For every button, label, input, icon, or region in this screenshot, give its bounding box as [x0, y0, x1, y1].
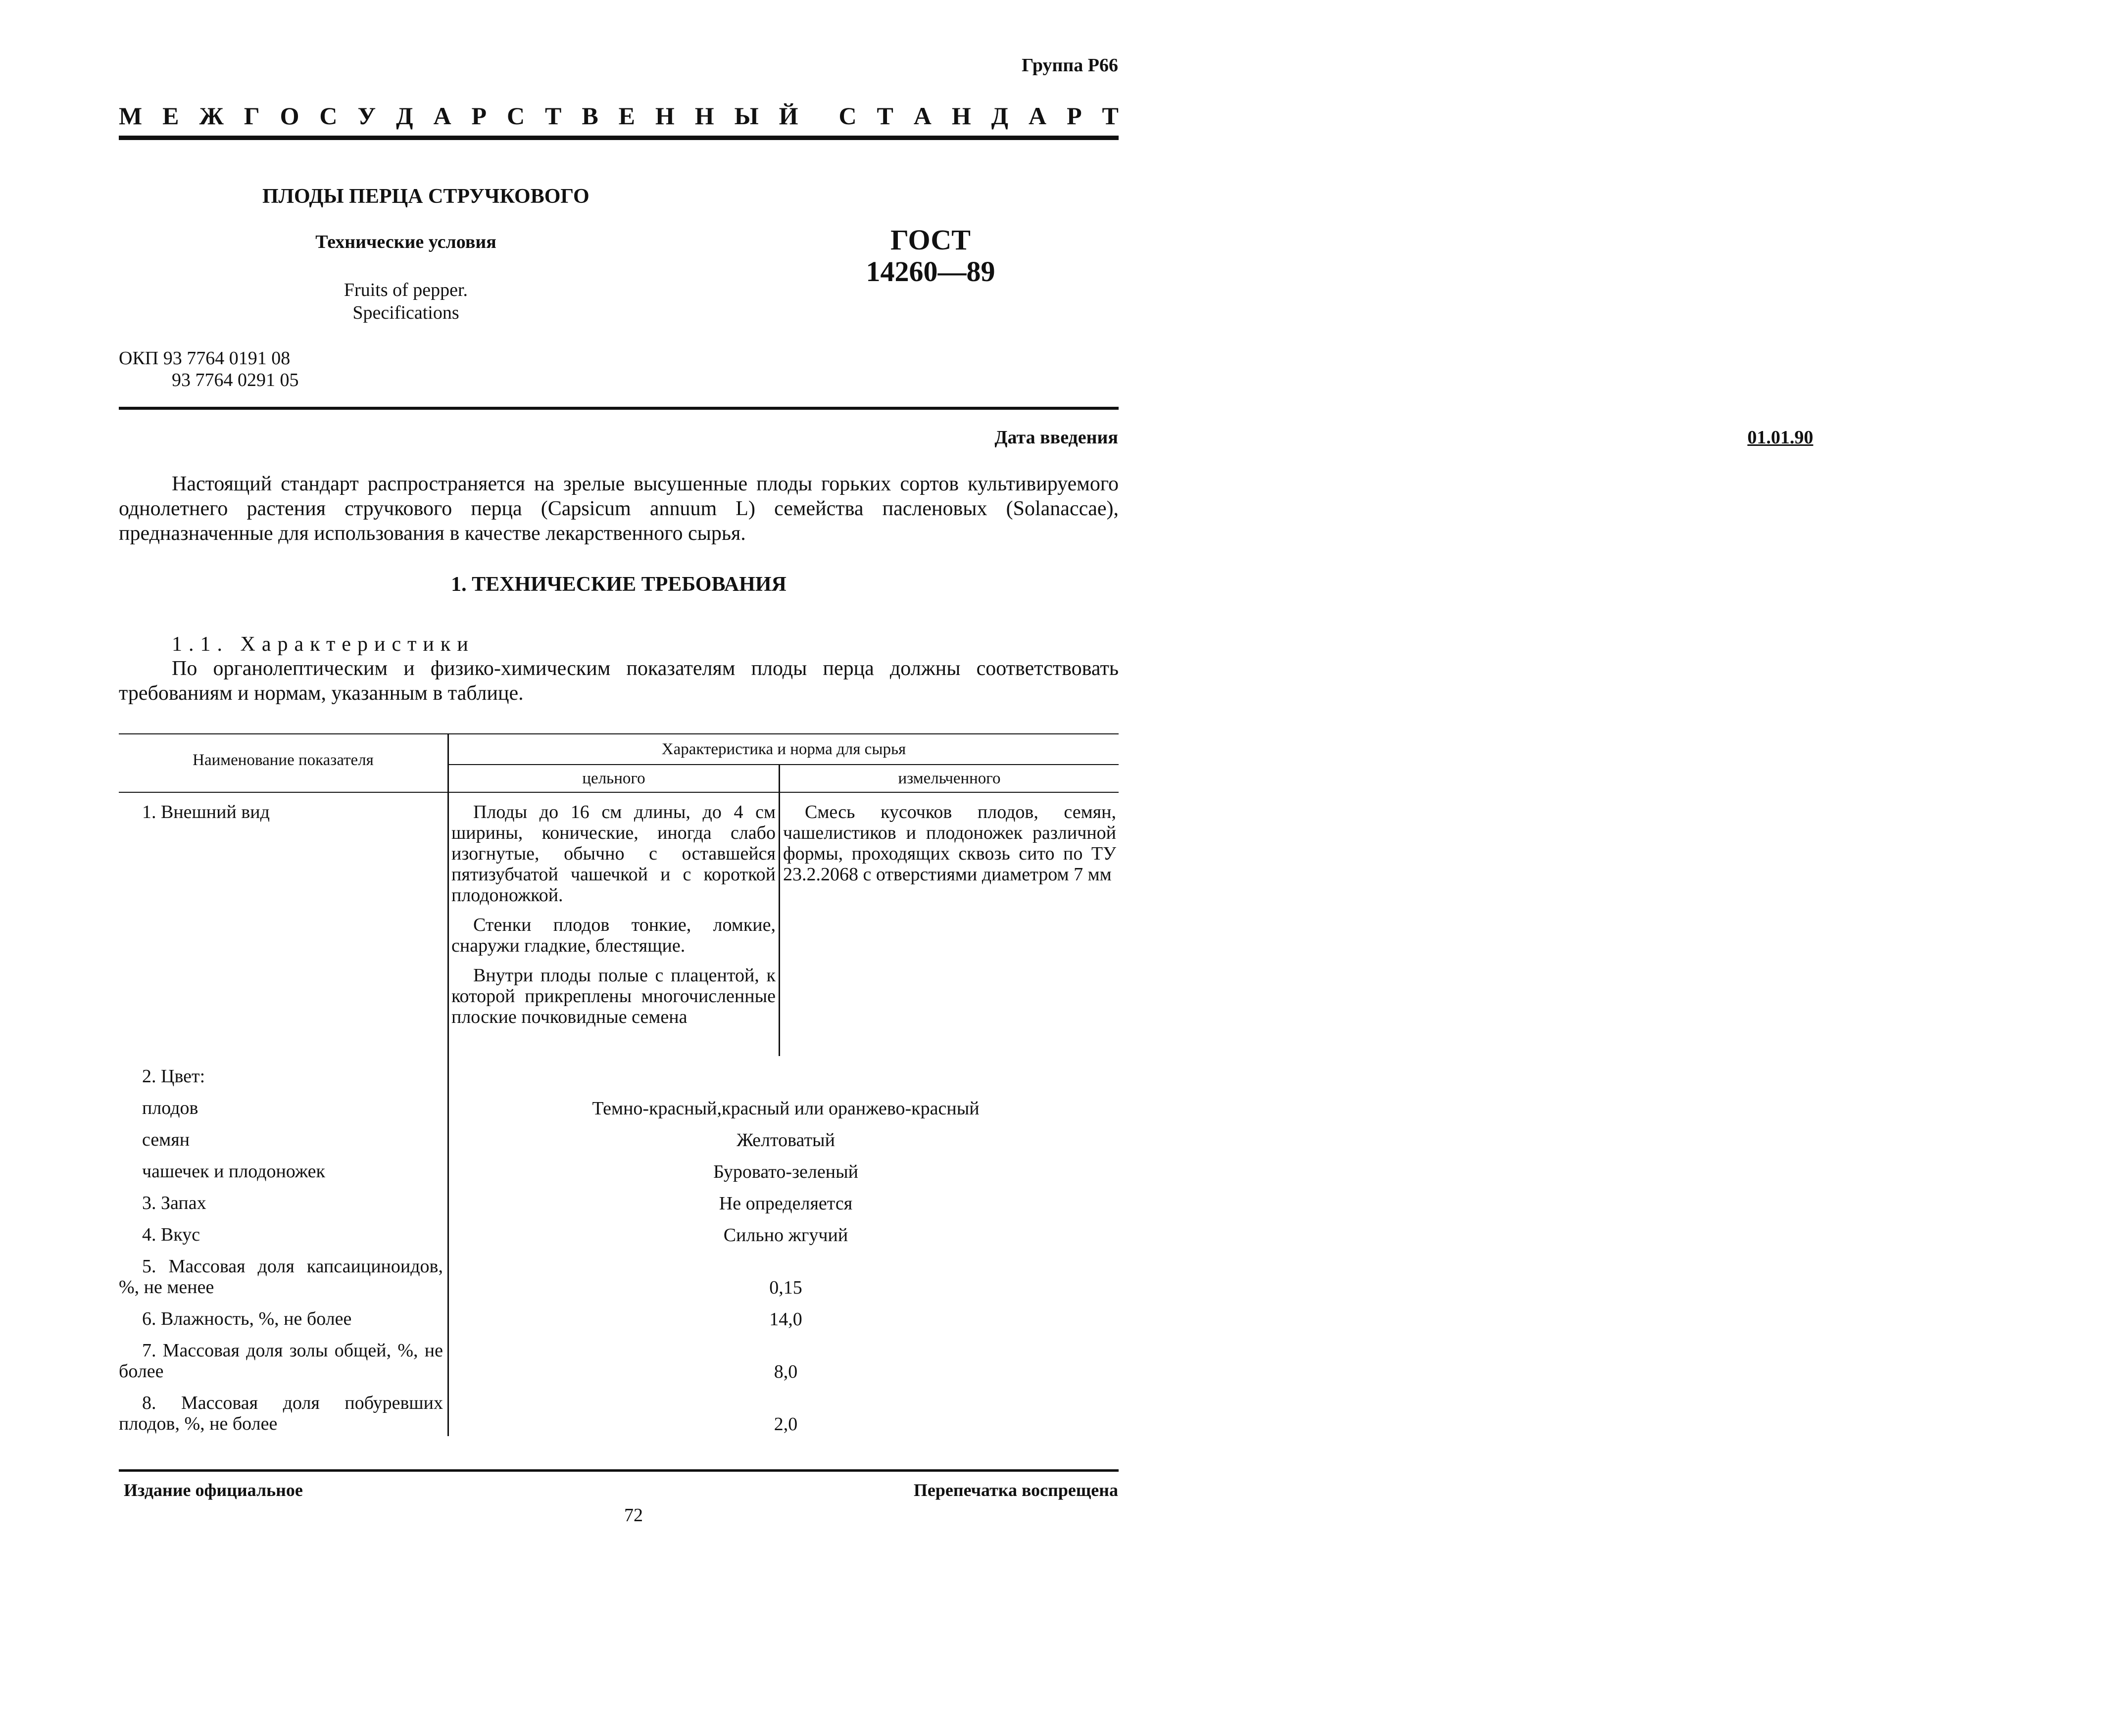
- intro-paragraph: Настоящий стандарт распространяется на зрелые высушенные плоды горьких сортов культивируемого однолетнего растения стручкового перца (Capsicum annuum L) семейства пасленовых (Solanaccae), предназначенные для использования в качестве лекарственного сырья.: [119, 473, 1119, 545]
- heading-letter: Д: [991, 102, 1009, 130]
- heading-letter: Е: [162, 102, 179, 130]
- heading-letter: О: [280, 102, 299, 130]
- table-header-rule: [119, 792, 1119, 793]
- okp-line: ОКП 93 7764 0191 08: [119, 348, 291, 369]
- footer-rule: [119, 1469, 1119, 1472]
- heading-letter: Р: [1067, 102, 1082, 130]
- row-color-fruits-value: Темно-красный,красный или оранжево-красный: [592, 1098, 980, 1119]
- row-appearance-crushed: [783, 802, 1116, 885]
- row-color-seeds-value: Желтоватый: [737, 1130, 835, 1151]
- crushed-description-paragraph: Смесь кусочков плодов, семян, чашелистиков и плодоножек различной формы, проходящих сквозь сито по ТУ 23.2.2068 с отверстиями диаметром 7 мм: [783, 802, 1116, 885]
- group-code: Группа Р66: [1022, 55, 1118, 76]
- document-title: ПЛОДЫ ПЕРЦА СТРУЧКОВОГО: [262, 185, 590, 208]
- header-whole: цельного: [582, 770, 645, 787]
- heading-letter: С: [319, 102, 338, 130]
- heading-letter: А: [913, 102, 932, 130]
- heading-letter: Ж: [199, 102, 224, 130]
- introduction-date: [994, 427, 1814, 448]
- page-number: 72: [624, 1505, 643, 1526]
- whole-description-paragraph: Внутри плоды полые с плацентой, к которой прикреплены многочисленные плоские почковидные семена: [451, 965, 776, 1027]
- reprint-prohibited: Перепечатка воспрещена: [913, 1480, 1118, 1500]
- row-appearance-name: 1. Внешний вид: [142, 802, 270, 822]
- section-heading: 1. ТЕХНИЧЕСКИЕ ТРЕБОВАНИЯ: [451, 573, 786, 596]
- row-color-cups: чашечек и плодоножек: [142, 1161, 325, 1182]
- english-title: [262, 279, 549, 324]
- gost-code: 14260—89: [866, 255, 995, 288]
- heading-letter: А: [433, 102, 451, 130]
- row-color-name: 2. Цвет:: [142, 1066, 205, 1087]
- table-group-rule: [448, 764, 1119, 765]
- interstate-standard-heading: [119, 101, 1119, 130]
- heading-letter: Т: [1102, 102, 1119, 130]
- english-title-line: Fruits of pepper.: [344, 280, 468, 300]
- heading-letter: Д: [396, 102, 413, 130]
- gost-number: [841, 224, 1020, 288]
- document-subtitle: Технические условия: [315, 232, 496, 252]
- row-color-cups-value: Буровато-зеленый: [713, 1161, 858, 1182]
- gost-label: ГОСТ: [890, 224, 971, 256]
- table-top-rule: [119, 733, 1119, 734]
- heading-letter: Й: [779, 102, 798, 130]
- heading-letter: С: [838, 102, 857, 130]
- official-edition: Издание официальное: [124, 1480, 303, 1500]
- row-taste-value: Сильно жгучий: [723, 1225, 848, 1246]
- date-value: 01.01.90: [1747, 427, 1814, 448]
- row-smell-name: 3. Запах: [142, 1193, 206, 1213]
- whole-description-paragraph: Плоды до 16 см длины, до 4 см ширины, конические, иногда слабо изогнутые, обычно с оставшейся пятизубчатой чашечкой и с короткой плодоножкой.: [451, 802, 776, 906]
- header-crushed: измельченного: [898, 770, 1001, 787]
- row-capsaicinoids-value: 0,15: [769, 1277, 802, 1298]
- row-browned-value: 2,0: [774, 1414, 798, 1435]
- row-capsaicinoids-name: 5. Массовая доля капсаициноидов, %, не менее: [119, 1256, 443, 1298]
- heading-letter: Т: [545, 102, 562, 130]
- heading-letter: Е: [618, 102, 635, 130]
- subsection-paragraph: По органолептическим и физико-химическим показателям плоды перца должны соответствовать требованиям и нормам, указанным в таблице.: [119, 657, 1119, 705]
- row-browned-name: 8. Массовая доля побуревших плодов, %, не более: [119, 1393, 443, 1434]
- date-label: Дата введения: [994, 427, 1118, 448]
- row-smell-value: Не определяется: [719, 1193, 853, 1214]
- heading-letter: Р: [471, 102, 487, 130]
- row-ash-value: 8,0: [774, 1361, 798, 1382]
- heading-letter: В: [582, 102, 598, 130]
- heading-letter: А: [1029, 102, 1047, 130]
- heading-letter: Г: [244, 102, 260, 130]
- whole-description-paragraph: Стенки плодов тонкие, ломкие, снаружи гладкие, блестящие.: [451, 915, 776, 956]
- heading-letter: У: [357, 102, 376, 130]
- table-column-divider: [447, 733, 449, 1436]
- heading-letter: Ы: [734, 102, 759, 130]
- title-rule: [119, 407, 1119, 410]
- table-column-divider: [779, 764, 780, 1056]
- heading-letter: Н: [694, 102, 714, 130]
- header-characteristic-norm: Характеристика и норма для сырья: [661, 740, 906, 758]
- header-rule: [119, 136, 1119, 140]
- okp-codes: [119, 347, 299, 391]
- heading-letter: Н: [951, 102, 971, 130]
- header-indicator-name: Наименование показателя: [193, 751, 374, 769]
- row-appearance-whole: [451, 802, 776, 1027]
- row-color-fruits: плодов: [142, 1098, 198, 1118]
- row-moisture-name: 6. Влажность, %, не более: [142, 1308, 352, 1329]
- heading-letter: С: [506, 102, 525, 130]
- heading-letter: Т: [877, 102, 893, 130]
- row-color-seeds: семян: [142, 1129, 190, 1150]
- row-taste-name: 4. Вкус: [142, 1224, 200, 1245]
- subsection-heading: 1.1. Характеристики: [172, 633, 475, 656]
- heading-letter: М: [119, 102, 143, 130]
- english-title-line: Specifications: [352, 302, 459, 323]
- heading-letter: Н: [655, 102, 675, 130]
- row-moisture-value: 14,0: [769, 1309, 802, 1330]
- okp-line: 93 7764 0291 05: [172, 370, 299, 390]
- row-ash-name: 7. Массовая доля золы общей, %, не более: [119, 1340, 443, 1382]
